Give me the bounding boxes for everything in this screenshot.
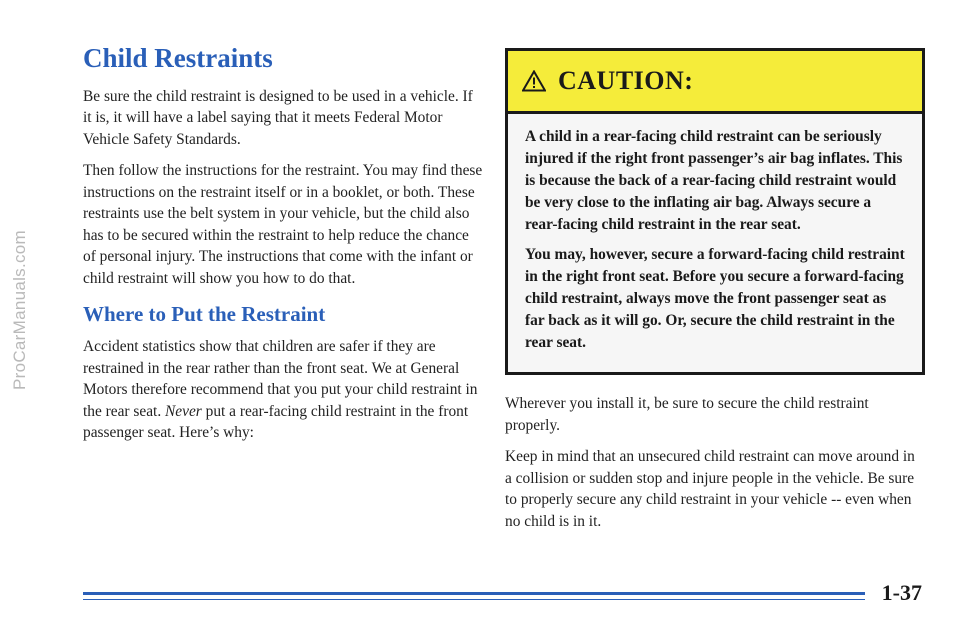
right-column — [505, 48, 925, 542]
paragraph-unsecured-restraint: Keep in mind that an unsecured child restraint can move around in a collision or sudden stop and injure people in the vehicle. Be sure to properly secure any child restraint in your vehicle -- even when no child is in it. — [505, 448, 915, 530]
never-emphasis: Never — [165, 402, 202, 420]
paragraph-accident-text-b: put a rear-facing child restraint in the front passenger seat. Here’s why: — [83, 402, 469, 442]
after-caution-text — [505, 393, 925, 532]
section-title-where-to-put: Where to Put the Restraint — [83, 302, 326, 327]
footer-rule — [83, 592, 865, 595]
section-title-child-restraints: Child Restraints — [83, 43, 273, 73]
caution-paragraph-forward-facing: You may, however, secure a forward-facing child restraint in the right front seat. Before you secure a forward-facing child restraint, always move the front passenger seat as far back as it will go. Or, secure the child restraint in the rear seat. — [525, 246, 905, 351]
watermark — [6, 40, 34, 580]
warning-triangle-icon — [522, 70, 546, 92]
caution-header — [508, 51, 922, 114]
paragraph-install-properly: Wherever you install it, be sure to secure the child restraint properly. — [505, 395, 869, 434]
watermark-text: ProCarManuals.com — [10, 229, 30, 391]
page-number: 1-37 — [881, 580, 922, 605]
caution-paragraph-rear-facing: A child in a rear-facing child restraint can be seriously injured if the right front passenger’s air bag inflates. This is because the back of a rear-facing child restraint would be very close to the inflating air bag. Always secure a rear-facing child restraint in the rear seat. — [525, 128, 903, 233]
paragraph-accident-text-a: Accident statistics show that children are safer if they are restrained in the rear rather than the front seat. We at General Motors therefore recommend that you put your child restraint in the rear seat. — [83, 338, 478, 420]
paragraph-instructions: Then follow the instructions for the restraint. You may find these instructions on the restraint itself or in a booklet, or both. These restraints use the belt system in your vehicle, but the child also has to be secured within the restraint to help reduce the chance of personal injury. The instructions that come with the infant or child restraint will show you how to do that. — [83, 162, 483, 287]
caution-box — [505, 48, 925, 375]
left-column — [83, 44, 485, 454]
paragraph-accident-statistics — [83, 336, 485, 444]
caution-body — [508, 114, 922, 372]
paragraph-label-info: Be sure the child restraint is designed to be used in a vehicle. If it is, it will have a label saying that it meets Federal Motor Vehicle Safety Standards. — [83, 87, 473, 148]
footer-rule-thin — [83, 599, 865, 600]
caution-title: CAUTION: — [558, 66, 694, 95]
